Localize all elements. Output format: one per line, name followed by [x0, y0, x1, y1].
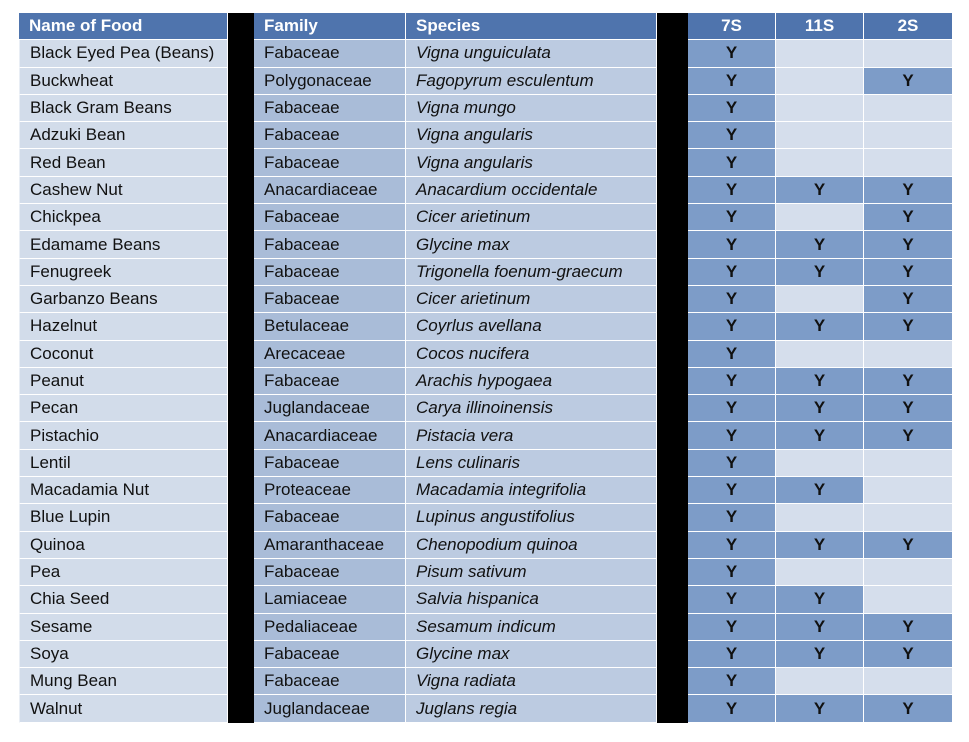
species-cell: Vigna angularis — [406, 122, 657, 149]
column-separator — [228, 13, 254, 40]
column-separator — [657, 450, 688, 477]
protein-2s-cell: Y — [864, 231, 953, 258]
protein-7s-cell: Y — [688, 586, 776, 613]
column-separator — [657, 395, 688, 422]
protein-2s-cell — [864, 559, 953, 586]
species-cell: Vigna mungo — [406, 95, 657, 122]
family-cell: Amaranthaceae — [254, 532, 406, 559]
column-separator — [228, 149, 254, 176]
family-cell: Fabaceae — [254, 559, 406, 586]
protein-7s-cell: Y — [688, 668, 776, 695]
food-name-cell: Fenugreek — [19, 259, 228, 286]
protein-7s-cell: Y — [688, 259, 776, 286]
food-name-cell: Hazelnut — [19, 313, 228, 340]
family-cell: Proteaceae — [254, 477, 406, 504]
protein-7s-cell: Y — [688, 559, 776, 586]
protein-7s-cell: Y — [688, 614, 776, 641]
protein-11s-cell: Y — [776, 586, 864, 613]
protein-7s-cell: Y — [688, 368, 776, 395]
food-name-cell: Mung Bean — [19, 668, 228, 695]
food-name-cell: Black Gram Beans — [19, 95, 228, 122]
family-cell: Polygonaceae — [254, 68, 406, 95]
column-separator — [657, 95, 688, 122]
food-name-cell: Soya — [19, 641, 228, 668]
family-cell: Fabaceae — [254, 95, 406, 122]
protein-2s-cell: Y — [864, 695, 953, 722]
column-separator — [228, 122, 254, 149]
protein-2s-cell: Y — [864, 286, 953, 313]
food-name-cell: Buckwheat — [19, 68, 228, 95]
family-cell: Fabaceae — [254, 450, 406, 477]
protein-2s-cell — [864, 668, 953, 695]
protein-2s-cell: Y — [864, 259, 953, 286]
protein-11s-cell: Y — [776, 259, 864, 286]
food-name-cell: Quinoa — [19, 532, 228, 559]
column-separator — [228, 504, 254, 531]
column-separator — [657, 313, 688, 340]
species-cell: Vigna unguiculata — [406, 40, 657, 67]
column-separator — [657, 559, 688, 586]
protein-11s-cell: Y — [776, 313, 864, 340]
species-cell: Pisum sativum — [406, 559, 657, 586]
protein-2s-cell: Y — [864, 532, 953, 559]
column-separator — [228, 477, 254, 504]
column-separator — [657, 695, 688, 722]
species-cell: Pistacia vera — [406, 422, 657, 449]
species-cell: Chenopodium quinoa — [406, 532, 657, 559]
protein-7s-cell: Y — [688, 231, 776, 258]
food-name-cell: Walnut — [19, 695, 228, 722]
species-cell: Cicer arietinum — [406, 286, 657, 313]
protein-7s-cell: Y — [688, 695, 776, 722]
protein-2s-cell — [864, 586, 953, 613]
protein-7s-cell: Y — [688, 68, 776, 95]
protein-7s-cell: Y — [688, 341, 776, 368]
header-2s: 2S — [864, 13, 953, 40]
protein-2s-cell: Y — [864, 614, 953, 641]
food-name-cell: Adzuki Bean — [19, 122, 228, 149]
column-separator — [657, 422, 688, 449]
species-cell: Juglans regia — [406, 695, 657, 722]
protein-11s-cell: Y — [776, 422, 864, 449]
family-cell: Fabaceae — [254, 286, 406, 313]
protein-7s-cell: Y — [688, 149, 776, 176]
family-cell: Arecaceae — [254, 341, 406, 368]
family-cell: Fabaceae — [254, 368, 406, 395]
family-cell: Lamiaceae — [254, 586, 406, 613]
protein-11s-cell — [776, 286, 864, 313]
column-separator — [228, 559, 254, 586]
column-separator — [657, 204, 688, 231]
protein-11s-cell: Y — [776, 177, 864, 204]
protein-11s-cell — [776, 149, 864, 176]
column-separator — [657, 259, 688, 286]
protein-2s-cell — [864, 95, 953, 122]
family-cell: Fabaceae — [254, 149, 406, 176]
column-separator — [657, 149, 688, 176]
column-separator — [228, 695, 254, 722]
species-cell: Glycine max — [406, 641, 657, 668]
column-separator — [228, 450, 254, 477]
food-name-cell: Cashew Nut — [19, 177, 228, 204]
species-cell: Arachis hypogaea — [406, 368, 657, 395]
protein-11s-cell — [776, 668, 864, 695]
column-separator — [657, 477, 688, 504]
family-cell: Fabaceae — [254, 668, 406, 695]
protein-2s-cell — [864, 40, 953, 67]
protein-2s-cell — [864, 122, 953, 149]
column-separator — [228, 177, 254, 204]
header-name-of-food: Name of Food — [19, 13, 228, 40]
column-separator — [228, 395, 254, 422]
column-separator — [657, 586, 688, 613]
food-name-cell: Lentil — [19, 450, 228, 477]
protein-11s-cell — [776, 504, 864, 531]
species-cell: Glycine max — [406, 231, 657, 258]
column-separator — [657, 504, 688, 531]
food-protein-table — [19, 13, 953, 723]
food-name-cell: Pistachio — [19, 422, 228, 449]
protein-2s-cell — [864, 341, 953, 368]
species-cell: Vigna angularis — [406, 149, 657, 176]
column-separator — [657, 122, 688, 149]
column-separator — [228, 286, 254, 313]
food-name-cell: Garbanzo Beans — [19, 286, 228, 313]
food-name-cell: Chia Seed — [19, 586, 228, 613]
food-name-cell: Pecan — [19, 395, 228, 422]
column-separator — [657, 532, 688, 559]
family-cell: Juglandaceae — [254, 695, 406, 722]
column-separator — [228, 641, 254, 668]
food-name-cell: Edamame Beans — [19, 231, 228, 258]
column-separator — [228, 95, 254, 122]
header-7s: 7S — [688, 13, 776, 40]
family-cell: Juglandaceae — [254, 395, 406, 422]
family-cell: Betulaceae — [254, 313, 406, 340]
column-separator — [228, 668, 254, 695]
column-separator — [657, 68, 688, 95]
protein-2s-cell: Y — [864, 204, 953, 231]
header-family: Family — [254, 13, 406, 40]
protein-7s-cell: Y — [688, 40, 776, 67]
protein-7s-cell: Y — [688, 477, 776, 504]
protein-11s-cell — [776, 122, 864, 149]
species-cell: Trigonella foenum-graecum — [406, 259, 657, 286]
protein-11s-cell: Y — [776, 231, 864, 258]
species-cell: Lens culinaris — [406, 450, 657, 477]
family-cell: Fabaceae — [254, 641, 406, 668]
species-cell: Coyrlus avellana — [406, 313, 657, 340]
column-separator — [228, 313, 254, 340]
protein-11s-cell — [776, 341, 864, 368]
column-separator — [657, 341, 688, 368]
food-name-cell: Pea — [19, 559, 228, 586]
family-cell: Fabaceae — [254, 231, 406, 258]
protein-11s-cell: Y — [776, 395, 864, 422]
food-name-cell: Chickpea — [19, 204, 228, 231]
column-separator — [228, 204, 254, 231]
protein-7s-cell: Y — [688, 450, 776, 477]
column-separator — [657, 40, 688, 67]
column-separator — [657, 13, 688, 40]
species-cell: Salvia hispanica — [406, 586, 657, 613]
family-cell: Anacardiaceae — [254, 422, 406, 449]
species-cell: Sesamum indicum — [406, 614, 657, 641]
protein-2s-cell — [864, 504, 953, 531]
column-separator — [228, 341, 254, 368]
protein-2s-cell — [864, 450, 953, 477]
protein-11s-cell — [776, 204, 864, 231]
food-name-cell: Red Bean — [19, 149, 228, 176]
column-separator — [228, 422, 254, 449]
protein-7s-cell: Y — [688, 422, 776, 449]
family-cell: Fabaceae — [254, 259, 406, 286]
column-separator — [228, 68, 254, 95]
protein-7s-cell: Y — [688, 122, 776, 149]
protein-2s-cell — [864, 477, 953, 504]
column-separator — [657, 231, 688, 258]
species-cell: Fagopyrum esculentum — [406, 68, 657, 95]
protein-2s-cell: Y — [864, 641, 953, 668]
food-name-cell: Black Eyed Pea (Beans) — [19, 40, 228, 67]
family-cell: Fabaceae — [254, 504, 406, 531]
species-cell: Lupinus angustifolius — [406, 504, 657, 531]
species-cell: Cocos nucifera — [406, 341, 657, 368]
food-name-cell: Macadamia Nut — [19, 477, 228, 504]
protein-11s-cell — [776, 559, 864, 586]
species-cell: Carya illinoinensis — [406, 395, 657, 422]
column-separator — [657, 614, 688, 641]
food-name-cell: Coconut — [19, 341, 228, 368]
column-separator — [657, 177, 688, 204]
species-cell: Macadamia integrifolia — [406, 477, 657, 504]
protein-7s-cell: Y — [688, 177, 776, 204]
column-separator — [228, 586, 254, 613]
protein-7s-cell: Y — [688, 504, 776, 531]
header-11s: 11S — [776, 13, 864, 40]
family-cell: Anacardiaceae — [254, 177, 406, 204]
protein-7s-cell: Y — [688, 95, 776, 122]
protein-11s-cell: Y — [776, 477, 864, 504]
column-separator — [228, 231, 254, 258]
protein-11s-cell: Y — [776, 614, 864, 641]
family-cell: Fabaceae — [254, 122, 406, 149]
protein-7s-cell: Y — [688, 204, 776, 231]
protein-7s-cell: Y — [688, 313, 776, 340]
protein-2s-cell — [864, 149, 953, 176]
species-cell: Anacardium occidentale — [406, 177, 657, 204]
protein-2s-cell: Y — [864, 313, 953, 340]
column-separator — [657, 641, 688, 668]
protein-11s-cell: Y — [776, 532, 864, 559]
column-separator — [228, 614, 254, 641]
protein-7s-cell: Y — [688, 286, 776, 313]
food-name-cell: Sesame — [19, 614, 228, 641]
protein-11s-cell — [776, 68, 864, 95]
protein-7s-cell: Y — [688, 395, 776, 422]
column-separator — [228, 259, 254, 286]
family-cell: Pedaliaceae — [254, 614, 406, 641]
species-cell: Vigna radiata — [406, 668, 657, 695]
protein-11s-cell — [776, 40, 864, 67]
family-cell: Fabaceae — [254, 40, 406, 67]
family-cell: Fabaceae — [254, 204, 406, 231]
column-separator — [228, 40, 254, 67]
protein-7s-cell: Y — [688, 532, 776, 559]
protein-2s-cell: Y — [864, 368, 953, 395]
protein-2s-cell: Y — [864, 395, 953, 422]
protein-2s-cell: Y — [864, 177, 953, 204]
protein-7s-cell: Y — [688, 641, 776, 668]
protein-11s-cell: Y — [776, 368, 864, 395]
protein-2s-cell: Y — [864, 68, 953, 95]
protein-11s-cell: Y — [776, 695, 864, 722]
column-separator — [228, 368, 254, 395]
column-separator — [657, 286, 688, 313]
species-cell: Cicer arietinum — [406, 204, 657, 231]
column-separator — [228, 532, 254, 559]
header-species: Species — [406, 13, 657, 40]
protein-11s-cell — [776, 95, 864, 122]
protein-11s-cell: Y — [776, 641, 864, 668]
protein-2s-cell: Y — [864, 422, 953, 449]
protein-11s-cell — [776, 450, 864, 477]
column-separator — [657, 668, 688, 695]
food-name-cell: Peanut — [19, 368, 228, 395]
food-name-cell: Blue Lupin — [19, 504, 228, 531]
column-separator — [657, 368, 688, 395]
